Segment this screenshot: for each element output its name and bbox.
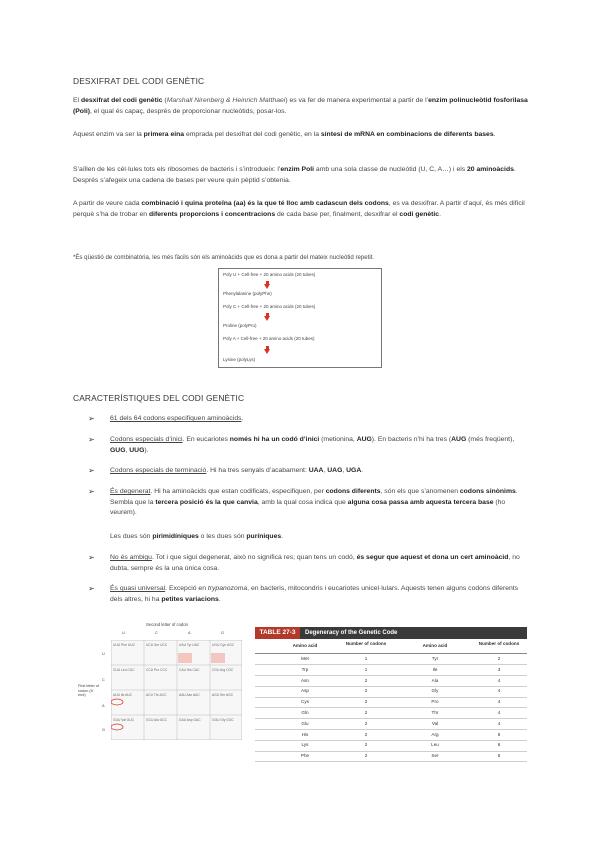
text: , (323, 467, 328, 474)
text: . Excepció en (165, 585, 208, 592)
text: El (73, 97, 81, 104)
text: . (218, 595, 221, 603)
underlined-text: No és ambigu (110, 554, 152, 561)
codon-cell: AAU Asn AAC (179, 693, 200, 697)
text: (més freqüent), (466, 436, 515, 443)
bullet-item (88, 414, 530, 425)
figure-line: Poly C + Cell-free + 20 amino acids (20 tubes) (223, 304, 316, 309)
text: ). (144, 446, 149, 454)
bullet-item (88, 584, 530, 605)
column-header: Amino acid (292, 643, 318, 648)
bold-text: alguna cosa passa amb aquesta tercera base (347, 498, 494, 506)
text: , el qual és capaç, després de proporcionar nucleòtids, posar-los. (90, 107, 287, 115)
arrow-bullet-icon: ➢ (88, 466, 95, 475)
bold-text: és segur que aquest et dona un cert aminoàcid (356, 554, 509, 561)
section-title-caracteristiques: CARACTERÍSTIQUES DEL CODI GENÈTIC (73, 393, 245, 403)
underlined-text: És quasi universal (110, 585, 166, 592)
table-cell: 6 (497, 731, 501, 737)
figure-line: Lysine (polyLys) (223, 357, 256, 362)
arrow-bullet-icon: ➢ (88, 487, 95, 496)
column-header: Number of codons (345, 641, 387, 646)
table-cell: Arg (431, 731, 439, 737)
table-cell: 1 (364, 666, 368, 672)
table-rule (255, 653, 527, 654)
codon-cell: GUU Val GUC (113, 718, 135, 722)
bold-text: AUG (451, 436, 467, 443)
table-cell: Thr (431, 710, 439, 715)
bold-text: enzim polinucleòtid fosforilasa (Poli) (73, 97, 528, 115)
table-cell: 4 (497, 677, 501, 683)
text: . Hi ha aminoàcids que estan codificats, especifiquen, per (150, 488, 326, 495)
row-divider (255, 729, 527, 730)
row-divider (255, 686, 527, 687)
text: Les dues són (110, 533, 153, 540)
table-cell: Leu (431, 742, 439, 748)
arrow-down-icon (264, 349, 270, 354)
codon-table-figure (78, 622, 243, 740)
table-cell: 2 (364, 742, 368, 748)
table-cell: 2 (364, 699, 368, 705)
row-divider (255, 707, 527, 708)
text: (ho veurem). (110, 498, 506, 517)
bold-text: UAG (327, 467, 343, 474)
bold-text: AUG (356, 436, 372, 443)
row-header: C (102, 678, 105, 682)
bold-text: codons diferents (325, 488, 381, 495)
table-cell: Gly (431, 688, 439, 694)
bold-text: tercera posició és la que canvia (155, 498, 258, 506)
table-cell: 2 (364, 677, 368, 683)
table-cell: 4 (497, 710, 501, 715)
stop-codon-highlight (211, 653, 225, 663)
row-divider (255, 675, 527, 676)
arrow-bullet-icon: ➢ (88, 435, 95, 444)
table-cell: Val (431, 720, 439, 726)
text: (metionina, (319, 436, 357, 443)
bullet-item (88, 435, 530, 456)
paragraph-4 (73, 199, 528, 220)
underlined-text: Codons especials d’inici (110, 436, 183, 443)
table-cell: 6 (497, 742, 501, 748)
text: , en bacteris, mitocondris i eucariotes unicel·lulars. Aquests tenen alguns codons diferents dels altres, hi ha (110, 585, 519, 603)
underlined-text: És degenerat (110, 488, 151, 495)
text: . (361, 467, 364, 474)
text: , amb la qual cosa indica que (257, 498, 348, 506)
row-header: G (102, 728, 105, 732)
text: , es va desxifrar. A partir d’aquí, és més difícil perquè s’ha de trobar en (73, 200, 525, 218)
side-label: First letter of codon (5' end) (78, 684, 100, 697)
bold-text: pirimidíniques (152, 533, 199, 540)
table-cell: His (301, 731, 309, 737)
bullet-item (88, 487, 530, 519)
text: . (439, 210, 441, 218)
codon-cell: GGU Gly GGC (212, 718, 234, 722)
text: amb una sola classe de nucleòtid (U, C, A…) i els (314, 166, 468, 173)
codon-grid (111, 640, 242, 740)
codon-cell: CCU Pro CCC (146, 668, 168, 672)
paragraph-2 (73, 130, 528, 141)
table-cell: Pro (431, 699, 439, 705)
codon-cell: UGU Cys UGC (212, 643, 235, 647)
bold-text: GUG (110, 446, 126, 454)
bold-text: desxifrat del codi genètic (80, 97, 163, 104)
bullet-item (88, 466, 530, 477)
col-header: G (221, 631, 224, 635)
text: . En eucariotes (182, 436, 230, 443)
bold-text: primera eina (143, 131, 185, 138)
section-title-desxifrat: DESXIFRAT DEL CODI GENÈTIC (73, 76, 205, 86)
table-cell: 3 (497, 666, 501, 672)
row-divider (255, 664, 527, 665)
bold-text: 20 aminoàcids (467, 166, 514, 173)
row-divider (255, 740, 527, 741)
table-caption: Degeneracy of the Genetic Code (305, 630, 398, 636)
figure-line: Proline (polyPro) (223, 323, 257, 328)
figure-line: Poly A + Cell-free + 20 amino acids (20 tubes) (223, 336, 315, 341)
table-cell: 4 (497, 699, 501, 705)
text: . (241, 415, 244, 422)
figure-line: Poly U + Cell-free + 20 amino acids (20 tubes) (223, 272, 316, 277)
bold-text: UGA (346, 467, 362, 474)
table-cell: 2 (364, 688, 368, 694)
arrow-down-icon (264, 284, 270, 289)
table-caption-bar (255, 627, 527, 639)
table-cell: Ser (431, 753, 439, 759)
table-cell: Asp (301, 688, 309, 694)
bold-text: combinació i quina proteïna (aa) és la que té lloc amb cadascun dels codons (141, 200, 389, 207)
text: Aquest enzim va ser la (73, 131, 144, 138)
codon-cell: CGU Arg CGC (212, 668, 234, 672)
arrow-bullet-icon: ➢ (88, 414, 95, 423)
table-cell: 1 (364, 656, 368, 661)
codon-cell: GAU Asp GAC (179, 718, 201, 722)
text: , són els que s’anomenen (380, 488, 460, 495)
text: de cada base per, finalment, desxifrar el (275, 210, 400, 218)
table-number: TABLE 27-3 (255, 627, 300, 639)
paragraph-3 (73, 165, 528, 186)
table-cell: Cys (301, 699, 309, 705)
text: ). En bacteris n’hi ha tres ( (371, 436, 452, 443)
table-cell: Lys (301, 742, 309, 748)
bold-text: puríniques (246, 533, 282, 540)
bold-text: només hi ha un codó d’inici (229, 436, 320, 443)
text: . (281, 533, 284, 540)
codon-cell: ACU Thr ACC (146, 693, 167, 697)
column-header: Number of codons (478, 641, 520, 646)
text: , (342, 467, 347, 474)
text: emprada pel desxifrat del codi genètic, en la (184, 131, 321, 138)
italic-text: trypanozoma (207, 585, 248, 592)
underlined-text: 61 dels 64 codons especifiquen aminoàcids (110, 415, 242, 422)
table-cell: Phe (300, 753, 310, 759)
text: , no dubta, sempre és la una única cosa. (110, 554, 520, 572)
table-cell: Asn (301, 677, 309, 683)
row-header: A (102, 704, 105, 708)
stop-codon-highlight (178, 653, 192, 663)
text: , (125, 446, 130, 454)
bullet-continuation (110, 532, 530, 543)
row-divider (255, 751, 527, 752)
text: ) es va fer de manera experimental a partir de l’ (285, 97, 429, 104)
italic-text: Marshall Nirenberg & Heinrich Matthaei (166, 97, 286, 104)
text: . Després s’afegeix una cadena de bases per veure quin pèptid s’obtenia. (73, 166, 516, 184)
codon-cell: UUU Phe UUC (113, 643, 135, 647)
col-header: A (188, 631, 191, 635)
table-cell: Met (301, 656, 309, 661)
row-header: U (102, 652, 105, 656)
codon-cell: GCU Ala GCC (146, 718, 168, 722)
figure-line: Phenylalanine (polyPhe) (223, 291, 272, 296)
col-header: C (155, 631, 158, 635)
table-cell: 2 (497, 656, 501, 661)
text: o les dues són (198, 533, 247, 540)
table-cell: 4 (497, 688, 501, 694)
bold-text: codi genètic (399, 210, 440, 218)
underlined-text: Codons especials de terminació (110, 467, 207, 474)
bold-text: enzim Poli (280, 166, 315, 173)
column-header: Amino acid (422, 643, 448, 648)
text: . (493, 131, 496, 138)
table-cell: Ala (431, 677, 439, 683)
table-cell: Glu (301, 720, 309, 726)
table-cell: 2 (364, 710, 368, 715)
table-cell: Trp (301, 666, 309, 672)
col-header: U (122, 631, 125, 635)
table-cell: 2 (364, 731, 368, 737)
table-cell: Gln (301, 710, 309, 715)
codon-cell: UAU Tyr UAC (179, 643, 200, 647)
codon-cell: CAU His CAC (179, 668, 200, 672)
codon-cell: CUU Leu CUC (113, 668, 135, 672)
bold-text: UUG (129, 446, 145, 454)
bullet-item (88, 553, 530, 574)
text: . Hi ha tres senyals d’acabament: (206, 467, 309, 474)
text: ( (162, 97, 167, 104)
codon-cell: AGU Ser AGC (212, 693, 234, 697)
paragraph-1 (73, 96, 528, 117)
bold-text: UAA (308, 467, 324, 474)
table-cell: 2 (364, 720, 368, 726)
table-cell: 6 (497, 753, 501, 759)
footnote: *És qüestió de combinatòria, les més fàcils són els aminoàcids que es dona a partir del mateix nucleòtid repetit. (73, 254, 375, 261)
table-cell: 4 (497, 720, 501, 726)
bold-text: petites variacions (161, 595, 219, 603)
bold-text: diferents proporcions i concentracions (148, 210, 276, 218)
row-divider (255, 718, 527, 719)
bold-text: codons sinònims (459, 488, 516, 495)
row-divider (255, 761, 527, 762)
table-cell: Tyr (431, 656, 439, 661)
codon-table-title: Second letter of codon (146, 622, 188, 627)
text: . Sembla que la (110, 488, 518, 506)
table-cell: 2 (364, 753, 368, 759)
codon-cell: UCU Ser UCC (146, 643, 168, 647)
bold-text: síntesi de mRNA en combinacions de diferents bases (320, 131, 494, 138)
codon-cell: AUU Ile AUC (113, 693, 133, 697)
arrow-bullet-icon: ➢ (88, 553, 95, 562)
row-divider (255, 697, 527, 698)
poly-experiment-figure (218, 268, 382, 368)
arrow-bullet-icon: ➢ (88, 584, 95, 593)
arrow-down-icon (264, 316, 270, 321)
text: A partir de veure cada (73, 200, 142, 207)
table-cell: Ile (432, 666, 438, 672)
text: S’aïllen de les cèl·lules tots els ribosomes de bacteris i s’introdueix: l’ (73, 166, 281, 173)
text: . Tot i que sigui degenerat, això no significa res; quan tens un codó, (151, 554, 357, 561)
